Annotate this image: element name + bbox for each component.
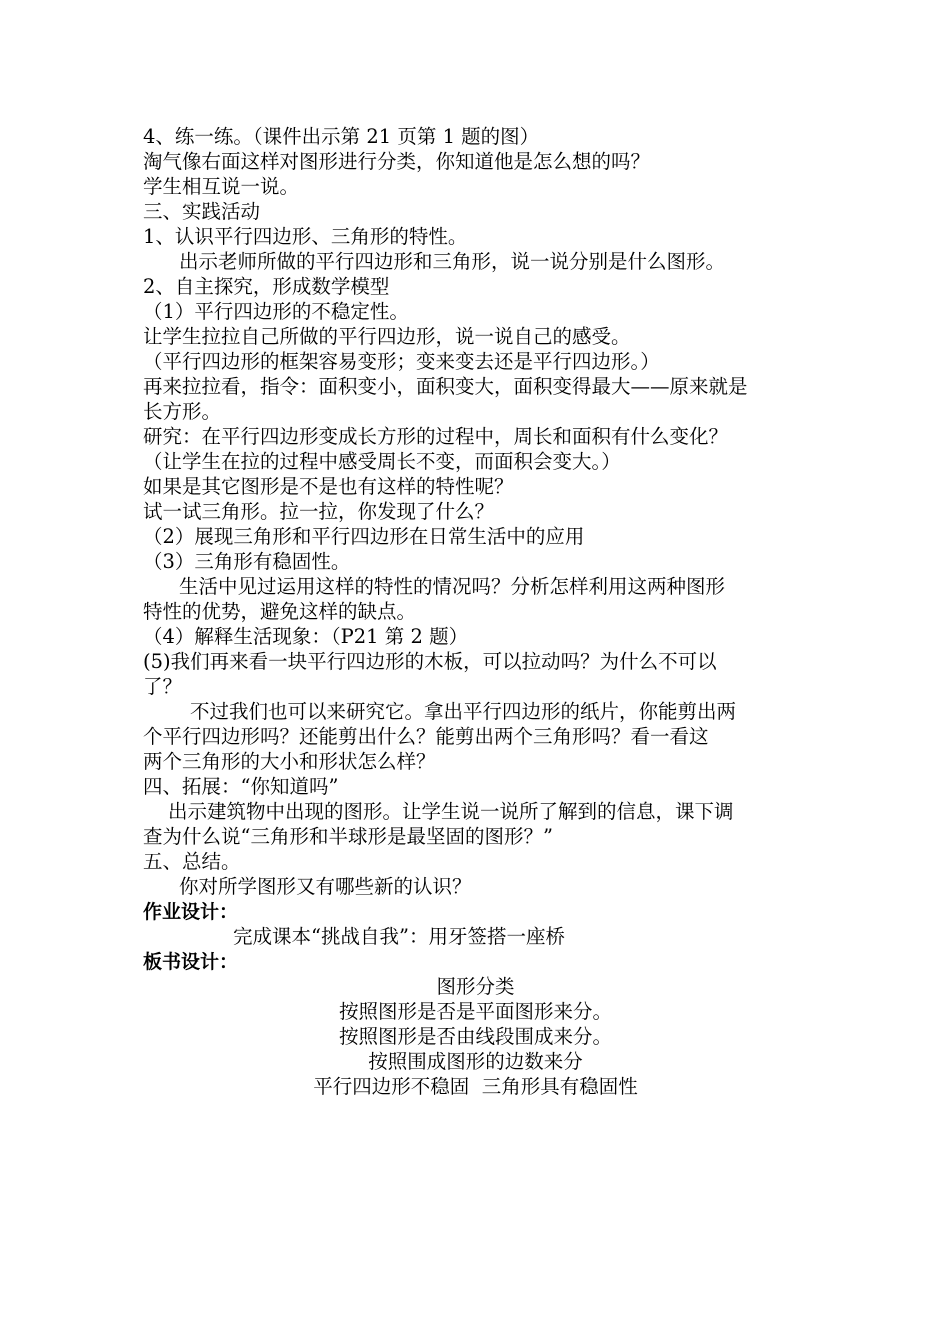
board-line: 按照围成图形的边数来分 — [368, 1050, 583, 1073]
section-heading: 四、拓展：“你知道吗” — [143, 775, 339, 798]
text-line: 长方形。 — [143, 400, 222, 423]
text-line: 查为什么说“三角形和半球形是最坚固的图形？” — [143, 825, 553, 848]
text-line: 让学生拉拉自己所做的平行四边形，说一说自己的感受。 — [143, 325, 631, 348]
text-line: 两个三角形的大小和形状怎么样？ — [143, 750, 436, 773]
board-heading: 板书设计： — [143, 951, 239, 973]
text-line: （让学生在拉的过程中感受周长不变，而面积会变大。） — [143, 450, 621, 473]
text-line: （3）三角形有稳固性。 — [143, 550, 351, 573]
text-line: 研究：在平行四边形变成长方形的过程中，周长和面积有什么变化？ — [143, 425, 729, 448]
text-line: 学生相互说一说。 — [143, 175, 300, 198]
text-line: 再来拉拉看，指令：面积变小，面积变大，面积变得最大——原来就是 — [143, 375, 748, 398]
text-line: （1）平行四边形的不稳定性。 — [143, 300, 409, 323]
section-heading: 三、实践活动 — [143, 200, 261, 223]
text-line: 出示建筑物中出现的图形。让学生说一说所了解到的信息，课下调 — [168, 800, 734, 823]
text-line: 生活中见过运用这样的特性的情况吗？分析怎样利用这两种图形 — [179, 575, 726, 598]
section-heading: 五、总结。 — [143, 850, 241, 873]
text-line: 2、自主探究，形成数学模型 — [143, 275, 390, 298]
text-line: 1、认识平行四边形、三角形的特性。 — [143, 225, 468, 248]
text-line: 试一试三角形。拉一拉，你发现了什么？ — [143, 500, 495, 523]
text-line: （平行四边形的框架容易变形；变来变去还是平行四边形。） — [143, 350, 660, 373]
board-line: 平行四边形不稳固 三角形具有稳固性 — [313, 1075, 638, 1098]
text-line: （4）解释生活现象：（P21 第 2 题） — [143, 625, 469, 648]
text-line: 如果是其它图形是不是也有这样的特性呢？ — [143, 475, 514, 498]
text-line: 你对所学图形又有哪些新的认识？ — [179, 875, 472, 898]
text-line: 个平行四边形吗？还能剪出什么？能剪出两个三角形吗？看一看这 — [143, 725, 709, 748]
text-line: 特性的优势，避免这样的缺点。 — [143, 600, 417, 623]
board-line: 按照图形是否是平面图形来分。 — [338, 1000, 612, 1023]
homework-content: 完成课本“挑战自我”：用牙签搭一座桥 — [233, 925, 565, 948]
board-line: 按照图形是否由线段围成来分。 — [338, 1025, 612, 1048]
text-line: 了？ — [143, 675, 183, 698]
homework-heading: 作业设计： — [143, 901, 239, 923]
text-line: 出示老师所做的平行四边形和三角形，说一说分别是什么图形。 — [179, 250, 726, 273]
text-line: 不过我们也可以来研究它。拿出平行四边形的纸片，你能剪出两 — [190, 700, 737, 723]
text-line: 淘气像右面这样对图形进行分类，你知道他是怎么想的吗？ — [143, 150, 651, 173]
board-title: 图形分类 — [436, 975, 515, 998]
text-line: (5)我们再来看一块平行四边形的木板，可以拉动吗？为什么不可以 — [143, 650, 717, 673]
text-line: 4、练一练。（课件出示第 21 页第 1 题的图） — [143, 125, 540, 148]
text-line: （2）展现三角形和平行四边形在日常生活中的应用 — [143, 525, 585, 548]
